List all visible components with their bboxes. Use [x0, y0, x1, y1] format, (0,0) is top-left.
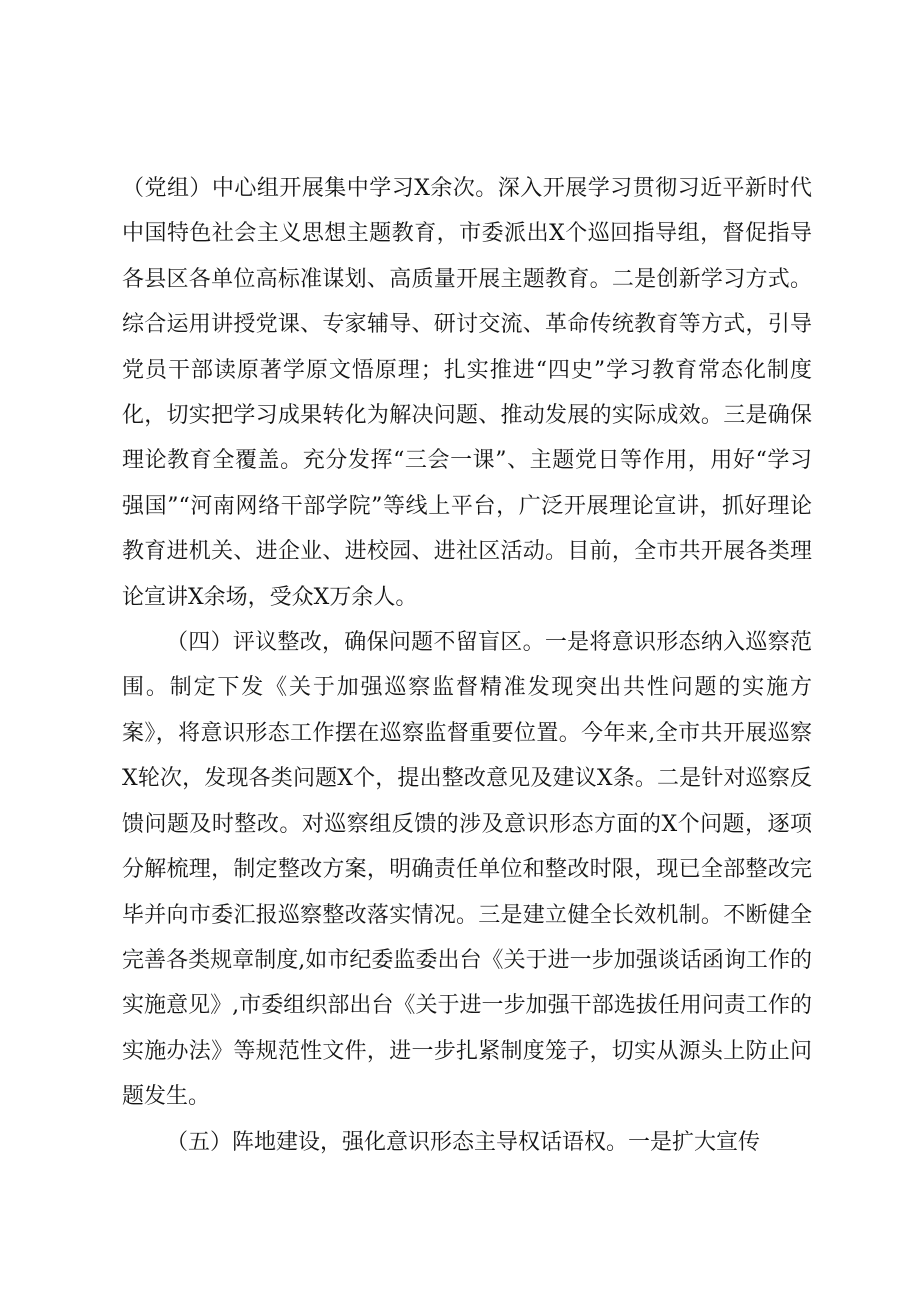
document-body: [122, 166, 812, 1165]
paragraph-review-rectification: （四）评议整改，确保问题不留盲区。一是将意识形态纳入巡察范围。制定下发《关于加强巡察监督精准发现突出共性问题的实施方案》，将意识形态工作摆在巡察监督重要位置。今年来,全市共开展巡察X轮次，发现各类问题X个，提出整改意见及建议X条。二是针对巡察反馈问题及时整改。对巡察组反馈的涉及意识形态方面的X个问题，逐项分解梳理，制定整改方案，明确责任单位和整改时限，现已全部整改完毕并向市委汇报巡察整改落实情况。三是建立健全长效机制。不断健全完善各类规章制度,如市纪委监委出台《关于进一步加强谈话函询工作的实施意见》,市委组织部出台《关于进一步加强干部选拔任用问责工作的实施办法》等规范性文件，进一步扎紧制度笼子，切实从源头上防止问题发生。: [122, 630, 812, 1110]
paragraph-position-building: （五）阵地建设，强化意识形态主导权话语权。一是扩大宣传: [166, 1129, 761, 1155]
paragraph-theory-education: （党组）中心组开展集中学习X余次。深入开展学习贯彻习近平新时代中国特色社会主义思想主题教育，市委派出X个巡回指导组，督促指导各县区各单位高标准谋划、高质量开展主题教育。二是创新学习方式。综合运用讲授党课、专家辅导、研讨交流、革命传统教育等方式，引导党员干部读原著学原文悟原理；扎实推进“四史”学习教育常态化制度化，切实把学习成果转化为解决问题、推动发展的实际成效。三是确保理论教育全覆盖。充分发挥“三会一课”、主题党日等作用，用好“学习强国”“河南网络干部学院”等线上平台，广泛开展理论宣讲，抓好理论教育进机关、进企业、进校园、进社区活动。目前，全市共开展各类理论宣讲X余场，受众X万余人。: [122, 176, 812, 610]
